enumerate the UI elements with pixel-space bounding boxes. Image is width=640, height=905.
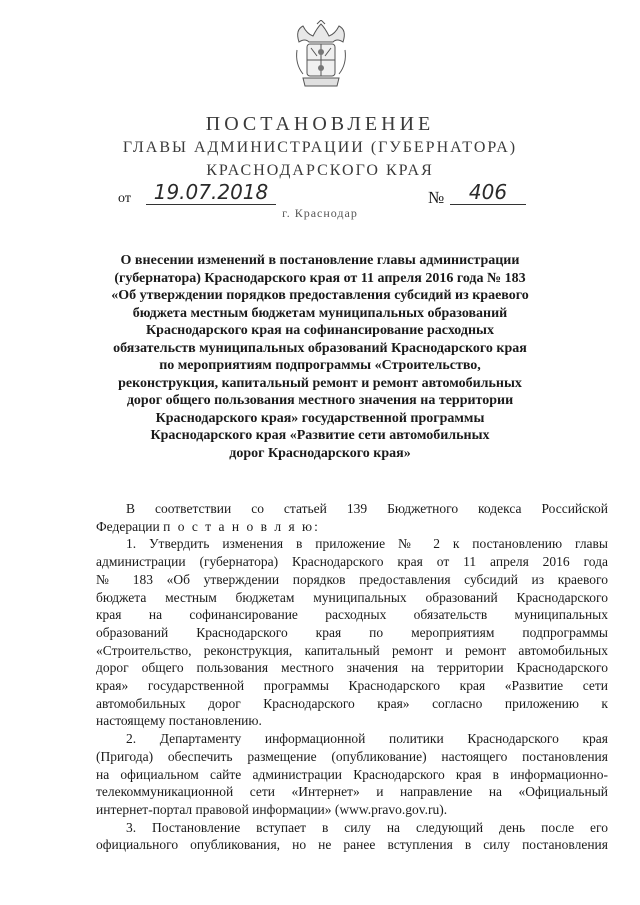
paragraph-3-line: официального опубликования, но не ранее вступления в силу постановления (96, 837, 608, 853)
paragraph-2-line: на официальном сайте администрации Краснодарского края в информационно- (96, 766, 608, 782)
paragraph-3-line: 3. Постановление вступает в силу на следующий день после его (126, 819, 608, 835)
coat-of-arms-emblem (293, 20, 349, 90)
title-line: «Об утверждении порядков предоставления субсидий из краевого (111, 288, 529, 303)
intro-line (96, 518, 608, 536)
handwritten-date: 19.07.2018 (146, 180, 276, 205)
city-label: г. Краснодар (282, 206, 358, 220)
paragraph-1-line: «Строительство, реконструкция, капитальный ремонт и ремонт автомобильных (96, 642, 608, 658)
title-line: дорог Краснодарского края» (229, 445, 411, 461)
paragraph-1-line: администрации (губернатора) Краснодарского края от 11 апреля 2016 года (96, 554, 608, 570)
paragraph-1-line: образований Краснодарского края по мероприятиям подпрограммы (96, 624, 608, 640)
handwritten-number: 406 (450, 180, 526, 205)
decree-word: п о с т а н о в л я ю: (163, 518, 320, 534)
paragraph-1-line: № 183 «Об утверждении порядков предоставления субсидий из краевого (96, 571, 608, 587)
resolution-title (100, 252, 540, 462)
paragraph-1-line: бюджета местным бюджетам муниципальных образований Краснодарского (96, 589, 608, 605)
title-line: (губернатора) Краснодарского края от 11 апреля 2016 года № 183 (114, 270, 526, 286)
paragraph-2-line: интернет-портал правовой информации» (www.pravo.gov.ru). (96, 801, 448, 817)
paragraph-1-line: края» государственной программы Краснодарского края «Развитие сети (96, 678, 608, 694)
title-line: Краснодарского края «Развитие сети автомобильных (150, 428, 490, 443)
paragraph-2-line: телекоммуникационной сети «Интернет» и направление на «Официальный (96, 784, 608, 800)
paragraph-2-line: (Пригода) обеспечить размещение (опубликование) настоящего постановления (96, 748, 608, 764)
paragraph-1-line: края на софинансирование расходных обязательств муниципальных (96, 607, 608, 623)
paragraph-2-line: 2. Департаменту информационной политики Краснодарского края (126, 731, 608, 747)
issuer-heading-line2: КРАСНОДАРСКОГО КРАЯ (206, 162, 434, 179)
title-line: О внесении изменений в постановление главы администрации (120, 253, 520, 268)
title-line: Краснодарского края» государственной программы (155, 410, 485, 426)
title-line: Краснодарского края на софинансирование расходных (146, 323, 494, 338)
date-label: от (118, 191, 131, 206)
issuer-heading-line1: ГЛАВЫ АДМИНИСТРАЦИИ (ГУБЕРНАТОРА) (122, 139, 518, 156)
number-label: № (428, 188, 445, 207)
paragraph-1-line: автомобильных дорог Краснодарского края» согласно приложению к (96, 695, 608, 711)
title-line: по мероприятиям подпрограммы «Строительство, (159, 358, 481, 373)
document-type-heading: ПОСТАНОВЛЕНИЕ (205, 113, 435, 135)
title-line: реконструкция, капитальный ремонт и ремонт автомобильных (118, 375, 522, 391)
paragraph-1-line: настоящему постановлению. (96, 713, 262, 729)
intro-federation: Федерации (96, 518, 160, 534)
paragraph-1-line: 1. Утвердить изменения в приложение № 2 к постановлению главы (126, 536, 608, 552)
title-line: дорог общего пользования местного значения на территории (126, 393, 514, 408)
resolution-body (96, 500, 608, 854)
title-line: бюджета местным бюджетам муниципальных образований (132, 305, 508, 321)
intro-line: В соответствии со статьей 139 Бюджетного кодекса Российской (126, 501, 608, 516)
title-line: обязательств муниципальных образований Краснодарского края (113, 340, 527, 356)
paragraph-1-line: дорог общего пользования местного значения на территории Краснодарского (96, 660, 608, 676)
